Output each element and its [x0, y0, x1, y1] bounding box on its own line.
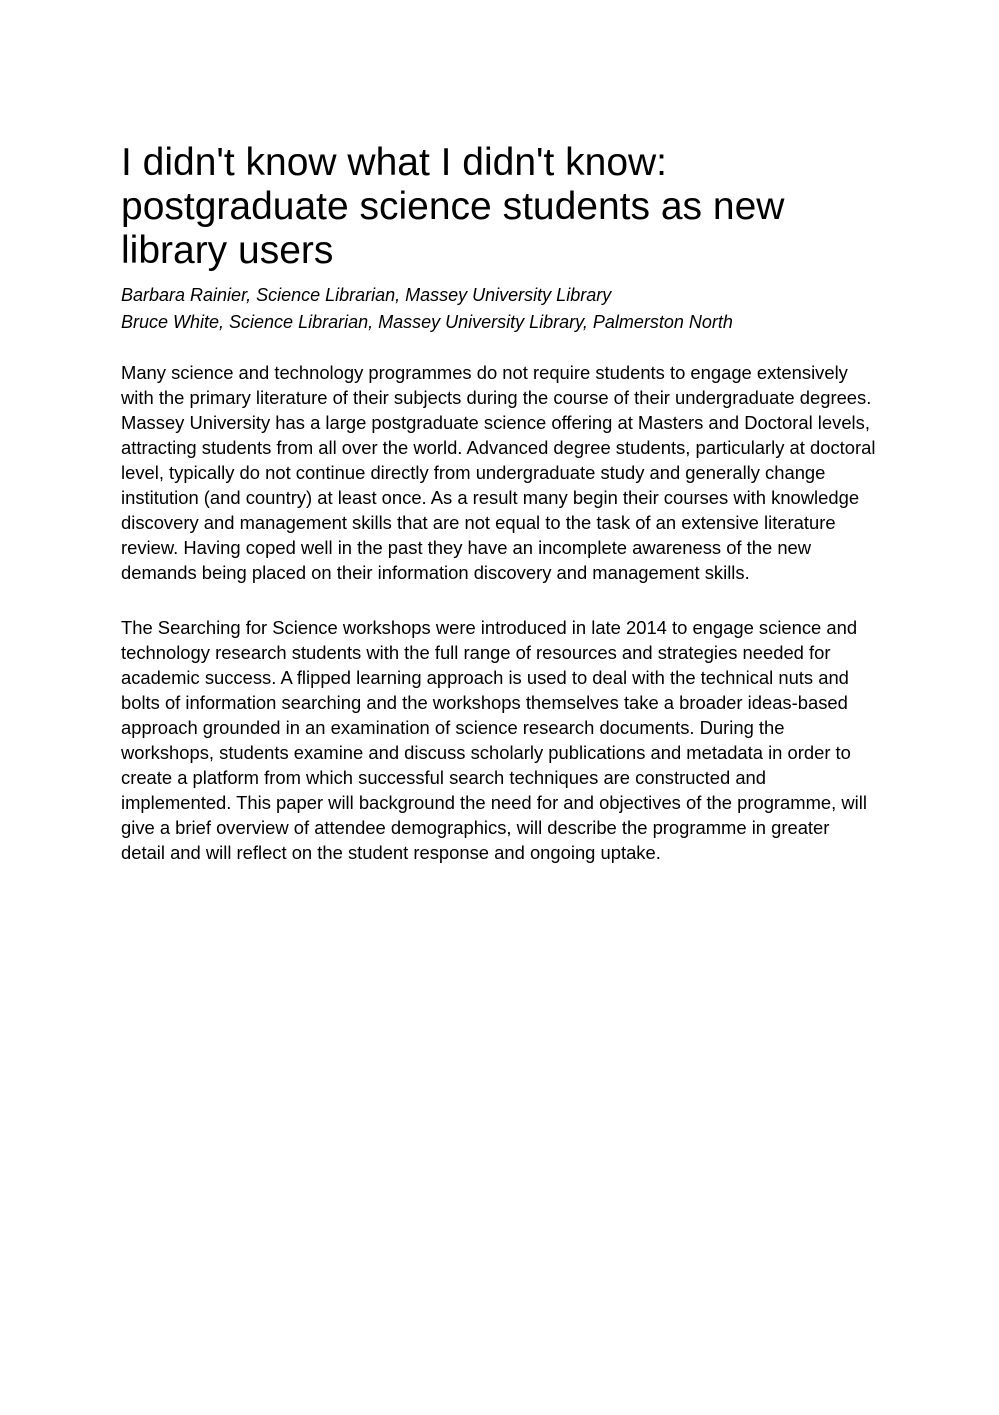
author-line-2: Bruce White, Science Librarian, Massey University Library, Palmerston North [121, 312, 733, 332]
abstract-paragraph-2: The Searching for Science workshops were introduced in late 2014 to engage science and technology research students with the full range of resources and strategies needed for academic success. A flipped learning approach is used to deal with the technical nuts and bolts of information searching and the workshops themselves take a broader ideas-based approach grounded in an examination of science research documents. During the workshops, students examine and discuss scholarly publications and metadata in order to create a platform from which successful search techniques are constructed and implemented. This paper will background the need for and objectives of the programme, will give a brief overview of attendee demographics, will describe the programme in greater detail and will reflect on the student response and ongoing uptake. [121, 617, 867, 863]
paper-title: I didn't know what I didn't know: postgraduate science students as new library users [121, 141, 785, 272]
abstract-paragraph-1: Many science and technology programmes do not require students to engage extensively with the primary literature of their subjects during the course of their undergraduate degrees. Massey University has a large postgraduate science offering at Masters and Doctoral levels, attracting students from all over the world. Advanced degree students, particularly at doctoral level, typically do not continue directly from undergraduate study and generally change institution (and country) at least once. As a result many begin their courses with knowledge discovery and management skills that are not equal to the task of an extensive literature review. Having coped well in the past they have an incomplete awareness of the new demands being placed on their information discovery and management skills. [121, 362, 876, 583]
author-line-1: Barbara Rainier, Science Librarian, Massey University Library [121, 285, 612, 305]
author-block [121, 282, 878, 336]
